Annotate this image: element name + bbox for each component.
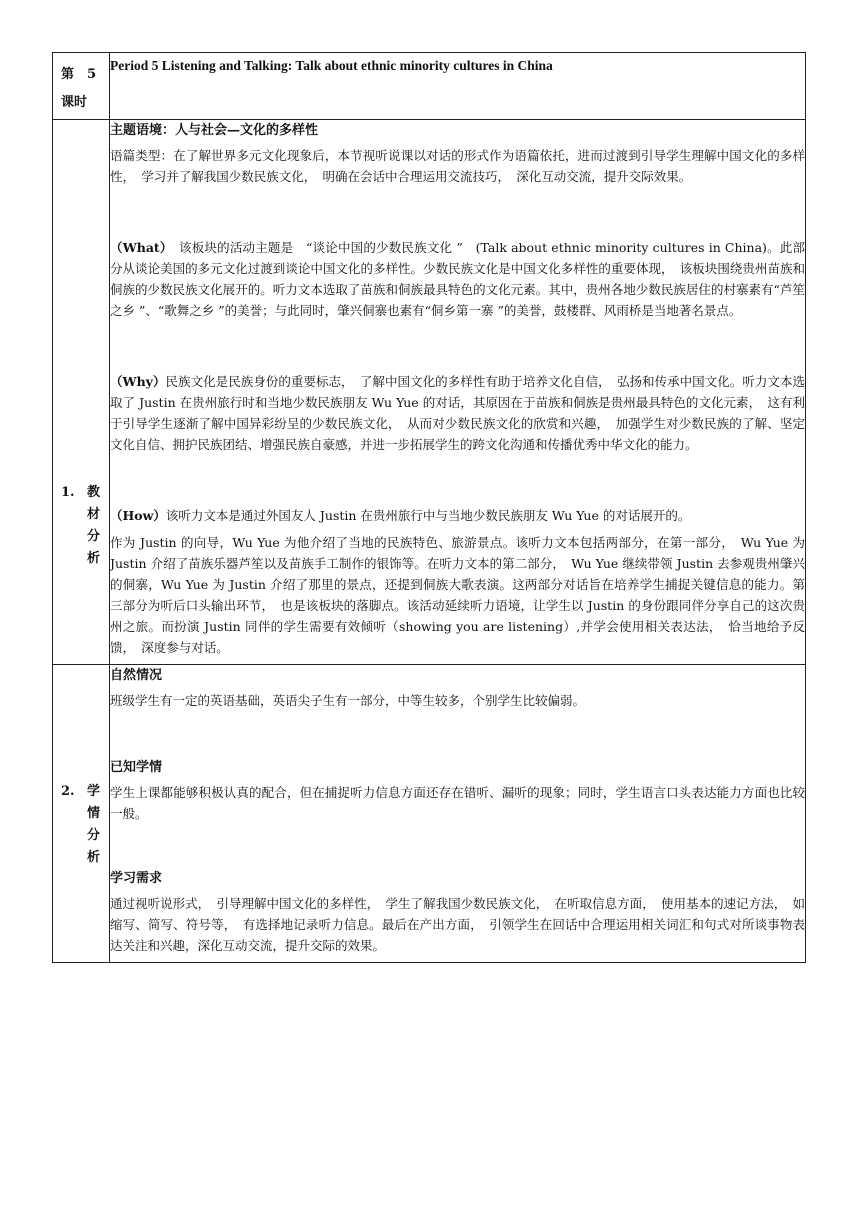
needs-paragraph: 通过视听说形式， 引导理解中国文化的多样性， 学生了解我国少数民族文化， 在听取信息方面， 使用基本的速记方法， 如缩写、简写、符号等， 有选择地记录听力信息。最后在产出方面， 引领学生在回话中合理运用相关词汇和句式对所谈事物表达关注和兴趣，深化互动交流，提升交际的效果。 — [110, 896, 805, 953]
textbook-analysis-content — [110, 120, 806, 665]
period-title-cell — [110, 53, 806, 120]
how-text: 该听力文本是通过外国友人 Justin 在贵州旅行中与当地少数民族朋友 Wu Yue 的对话展开的。 — [165, 508, 691, 523]
lesson-plan-table — [52, 52, 806, 963]
period-label-bottom: 课时 — [61, 95, 88, 110]
textbook-analysis-label-cell — [53, 120, 110, 665]
how-tag: （How） — [110, 508, 166, 523]
student-analysis-row — [53, 665, 806, 963]
why-tag: （Why） — [110, 374, 166, 389]
genre-paragraph: 语篇类型：在了解世界多元文化现象后，本节视听说课以对话的形式作为语篇依托，进而过渡到引导学生理解中国文化的多样性， 学习并了解我国少数民族文化， 明确在会话中合理运用交流技巧， 深化互动交流，提升交际效果。 — [110, 148, 805, 184]
textbook-analysis-row — [53, 120, 806, 665]
why-text: 民族文化是民族身份的重要标志， 了解中国文化的多样性有助于培养文化自信， 弘扬和传承中国文化。听力文本选取了 Justin 在贵州旅行时和当地少数民族朋友 Wu Yue 的对话，其原因在于苗族和侗族是贵州最具特色的文化元素， 这有利于引导学生逐渐了解中国异彩纷呈的少数民族文化， 从而对少数民族文化的欣赏和兴趣， 加强学生对少数民族的了解、坚定文化自信、拥护民族团结、增强民族自豪感，并进一步拓展学生的跨文化沟通和传播优秀中华文化的能力。 — [110, 374, 805, 452]
known-heading: 已知学情 — [110, 760, 163, 775]
how-paragraph — [110, 505, 805, 526]
period-label-top: 第 5 — [61, 67, 97, 82]
natural-paragraph: 班级学生有一定的英语基础，英语尖子生有一部分，中等生较多，个别学生比较偏弱。 — [110, 693, 586, 708]
period-title: Period 5 Listening and Talking: Talk about ethnic minority cultures in China — [110, 58, 553, 73]
section2-number: 2. — [61, 784, 75, 799]
what-paragraph — [110, 237, 805, 321]
what-tag: （What） — [110, 240, 167, 255]
how-paragraph-2: 作为 Justin 的向导，Wu Yue 为他介绍了当地的民族特色、旅游景点。该听力文本包括两部分，在第一部分， Wu Yue 为 Justin 介绍了苗族乐器芦笙以及苗族手工制作的银饰等。在听力文本的第二部分， Wu Yue 继续带领 Justin 去参观贵州肇兴的侗寨，Wu Yue 为 Justin 介绍了那里的景点，还提到侗族大歌表演。这两部分对话旨在培养学生捕捉关键信息的能力。第三部分为听后口头输出环节， 也是该板块的落脚点。该活动延续听力语境，让学生以 Justin 的身份跟同伴分享自己的这次贵州之旅。而扮演 Justin 同伴的学生需要有效倾听（showing you are listening）,并学会使用相关表达法， 恰当地给予反馈， 深度参与对话。 — [110, 535, 805, 655]
student-analysis-content — [110, 665, 806, 963]
natural-heading: 自然情况 — [110, 668, 163, 683]
section2-title: 学 情 分 析 — [87, 784, 101, 865]
needs-heading: 学习需求 — [110, 871, 163, 886]
why-paragraph — [110, 371, 805, 455]
period-row — [53, 53, 806, 120]
what-text: 该板块的活动主题是 “谈论中国的少数民族文化 ” (Talk about ethnic minority cultures in China)。此部分从谈论美国的多元文化过渡到谈论中国文化的多样性。少数民族文化是中国文化多样性的重要体现， 该板块围绕贵州苗族和侗族的少数民族文化展开的。听力文本选取了苗族和侗族最具特色的文化元素。其中，贵州各地少数民族居住的村寨素有“芦笙之乡 ”、“歌舞之乡 ”的美誉；与此同时，肇兴侗寨也素有“侗乡第一寨 ”的美誉，鼓楼群、风雨桥是当地著名景点。 — [110, 240, 806, 318]
student-analysis-label-cell — [53, 665, 110, 963]
section1-number: 1. — [61, 485, 75, 500]
period-label-cell — [53, 53, 110, 120]
section1-title: 教 材 分 析 — [87, 485, 101, 566]
theme-heading: 主题语境：人与社会—文化的多样性 — [110, 123, 319, 138]
known-paragraph: 学生上课都能够积极认真的配合，但在捕捉听力信息方面还存在错听、漏听的现象；同时，学生语言口头表达能力方面也比较一般。 — [110, 785, 805, 821]
